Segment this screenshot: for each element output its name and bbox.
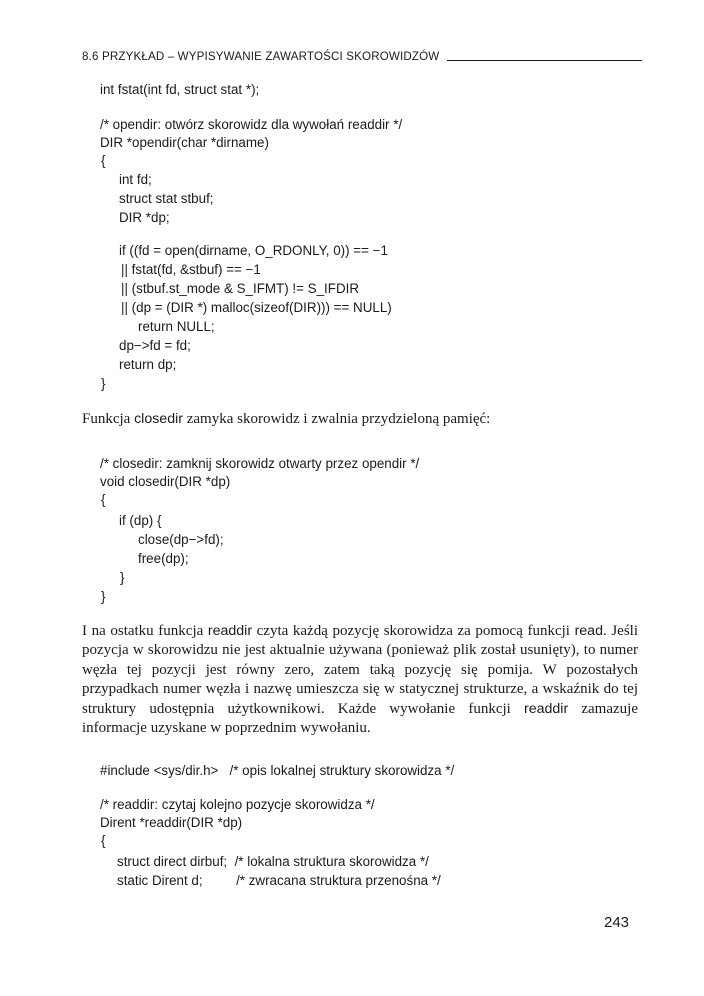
header-rule [447, 60, 642, 61]
code-line: { [101, 492, 106, 507]
paragraph-text: I na ostatku funkcja [82, 623, 208, 639]
paragraph-closedir [82, 410, 638, 429]
code-line: close(dp−>fd); [138, 532, 224, 547]
running-header [82, 46, 642, 64]
code-line: if (dp) { [119, 513, 162, 528]
code-line: #include <sys/dir.h> /* opis lokalnej struktury skorowidza */ [100, 763, 455, 778]
paragraph-text: czyta każdą pozycję skorowidza za pomocą funkcji [252, 623, 575, 639]
code-line: || fstat(fd, &stbuf) == −1 [121, 262, 261, 277]
paragraph-text: Funkcja [82, 411, 135, 427]
code-line: struct stat stbuf; [119, 191, 214, 206]
paragraph-text: zamazuje informacje uzyskane w poprzednim wywołaniu. [82, 700, 638, 737]
code-line: int fstat(int fd, struct stat *); [100, 82, 260, 97]
page-number: 243 [604, 914, 630, 931]
code-line: void closedir(DIR *dp) [100, 474, 231, 489]
paragraph-text: zamyka skorowidz i zwalnia przydzieloną pamięć: [182, 411, 491, 427]
function-name: closedir [134, 411, 183, 427]
code-line: || (dp = (DIR *) malloc(sizeof(DIR))) == NULL) [121, 300, 392, 315]
code-line: } [120, 570, 125, 585]
code-line: struct direct dirbuf; /* lokalna struktura skorowidza */ [117, 854, 429, 869]
code-line: dp−>fd = fd; [119, 338, 191, 353]
code-line: DIR *opendir(char *dirname) [100, 135, 269, 150]
code-line: free(dp); [138, 551, 189, 566]
code-line: /* closedir: zamknij skorowidz otwarty przez opendir */ [100, 456, 420, 471]
code-line: } [101, 589, 106, 604]
function-name: readdir [524, 700, 569, 717]
code-line: return NULL; [138, 319, 215, 334]
code-line: Dirent *readdir(DIR *dp) [100, 815, 243, 830]
code-line: int fd; [119, 172, 152, 187]
paragraph-readdir [82, 622, 638, 738]
paragraph-text: . Jeśli pozycja w skorowidzu nie jest aktualnie używana (ponieważ plik został usunięty), to numer węzła tej pozycji jest równy zero, zatem taką pozycję się pomija. W pozostałych przypadkach numer węzła i nazwę umieszcza się w statycznej strukturze, a wskaźnik do tej struktury udostępnia użytkownikowi. Każde wywołanie funkcji [82, 623, 638, 717]
code-line: /* opendir: otwórz skorowidz dla wywołań readdir */ [100, 117, 403, 132]
code-line: { [101, 833, 106, 848]
code-line: if ((fd = open(dirname, O_RDONLY, 0)) == −1 [119, 243, 388, 258]
function-name: read [574, 623, 603, 639]
code-line: /* readdir: czytaj kolejno pozycje skorowidza */ [100, 797, 375, 812]
code-line: DIR *dp; [119, 210, 170, 225]
code-line: { [101, 153, 106, 168]
code-line: return dp; [119, 357, 177, 372]
running-title: 8.6 PRZYKŁAD – WYPISYWANIE ZAWARTOŚCI SKOROWIDZÓW [82, 50, 440, 63]
code-line: static Dirent d; /* zwracana struktura przenośna */ [117, 873, 441, 888]
function-name: readdir [207, 623, 253, 639]
code-line: || (stbuf.st_mode & S_IFMT) != S_IFDIR [121, 281, 360, 296]
code-line: } [101, 376, 106, 391]
